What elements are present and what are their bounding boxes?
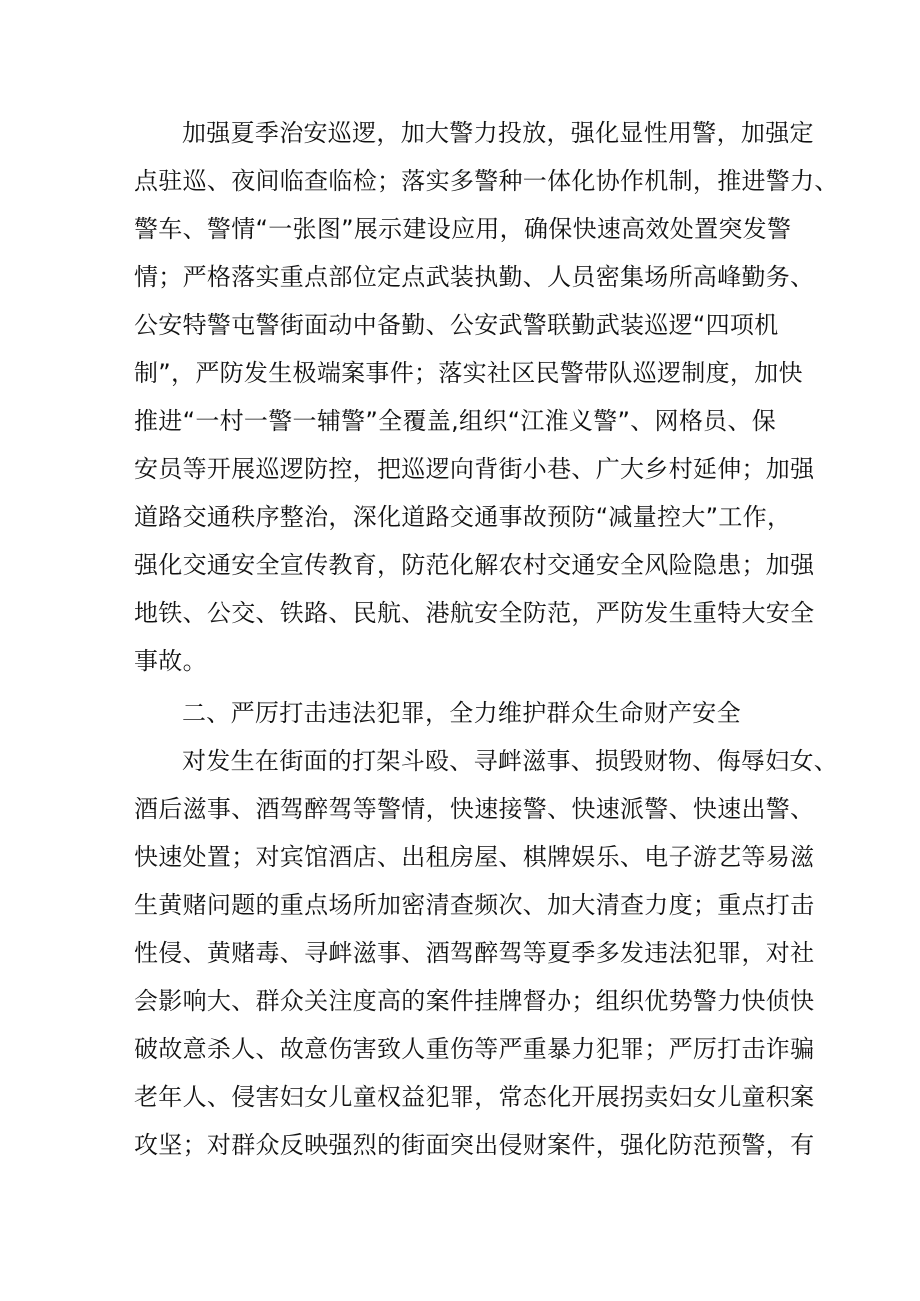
text-line: 快速处置；对宾馆酒店、出租房屋、棋牌娱乐、电子游艺等易滋 [134,843,815,871]
text-line: 强化交通安全宣传教育，防范化解农村交通安全风险隐患；加强 [134,551,815,579]
text-line: 性侵、黄赌毒、寻衅滋事、酒驾醉驾等夏季多发违法犯罪，对社 [134,939,815,967]
text-line: 生黄赌问题的重点场所加密清查频次、加大清查力度；重点打击 [134,891,815,919]
text-line: 推进“一村一警一辅警”全覆盖,组织“江淮义警”、网格员、保 [134,407,777,435]
text-line: 道路交通秩序整治，深化道路交通事故预防“减量控大”工作， [134,503,792,531]
text-line: 警车、警情“一张图”展示建设应用，确保快速高效处置突发警 [134,215,792,243]
text-line: 会影响大、群众关注度高的案件挂牌督办；组织优势警力快侦快 [134,987,815,1015]
text-line: 公安特警屯警街面动中备勤、公安武警联勤武装巡逻“四项机 [134,311,779,339]
text-line: 点驻巡、夜间临查临检；落实多警种一体化协作机制，推进警力、 [134,167,839,195]
text-line: 酒后滋事、酒驾醉驾等警情，快速接警、快速派警、快速出警、 [134,795,815,823]
text-line: 老年人、侵害妇女儿童权益犯罪，常态化开展拐卖妇女儿童积案 [134,1083,815,1111]
text-line: 破故意杀人、故意伤害致人重伤等严重暴力犯罪；严厉打击诈骗 [134,1035,815,1063]
text-line: 对发生在街面的打架斗殴、寻衅滋事、损毁财物、侮辱妇女、 [182,747,839,775]
section-heading: 二、严厉打击违法犯罪，全力维护群众生命财产安全 [182,699,741,727]
text-line: 事故。 [134,647,207,675]
text-line: 安员等开展巡逻防控，把巡逻向背街小巷、广大乡村延伸；加强 [134,455,815,483]
text-line: 制”，严防发生极端案事件；落实社区民警带队巡逻制度，加快 [134,359,803,387]
text-line: 地铁、公交、铁路、民航、港航安全防范，严防发生重特大安全 [134,599,815,627]
text-line: 加强夏季治安巡逻，加大警力投放，强化显性用警，加强定 [182,119,814,147]
text-line: 情；严格落实重点部位定点武装执勤、人员密集场所高峰勤务、 [134,263,815,291]
text-line: 攻坚；对群众反映强烈的街面突出侵财案件，强化防范预警，有 [134,1131,815,1159]
